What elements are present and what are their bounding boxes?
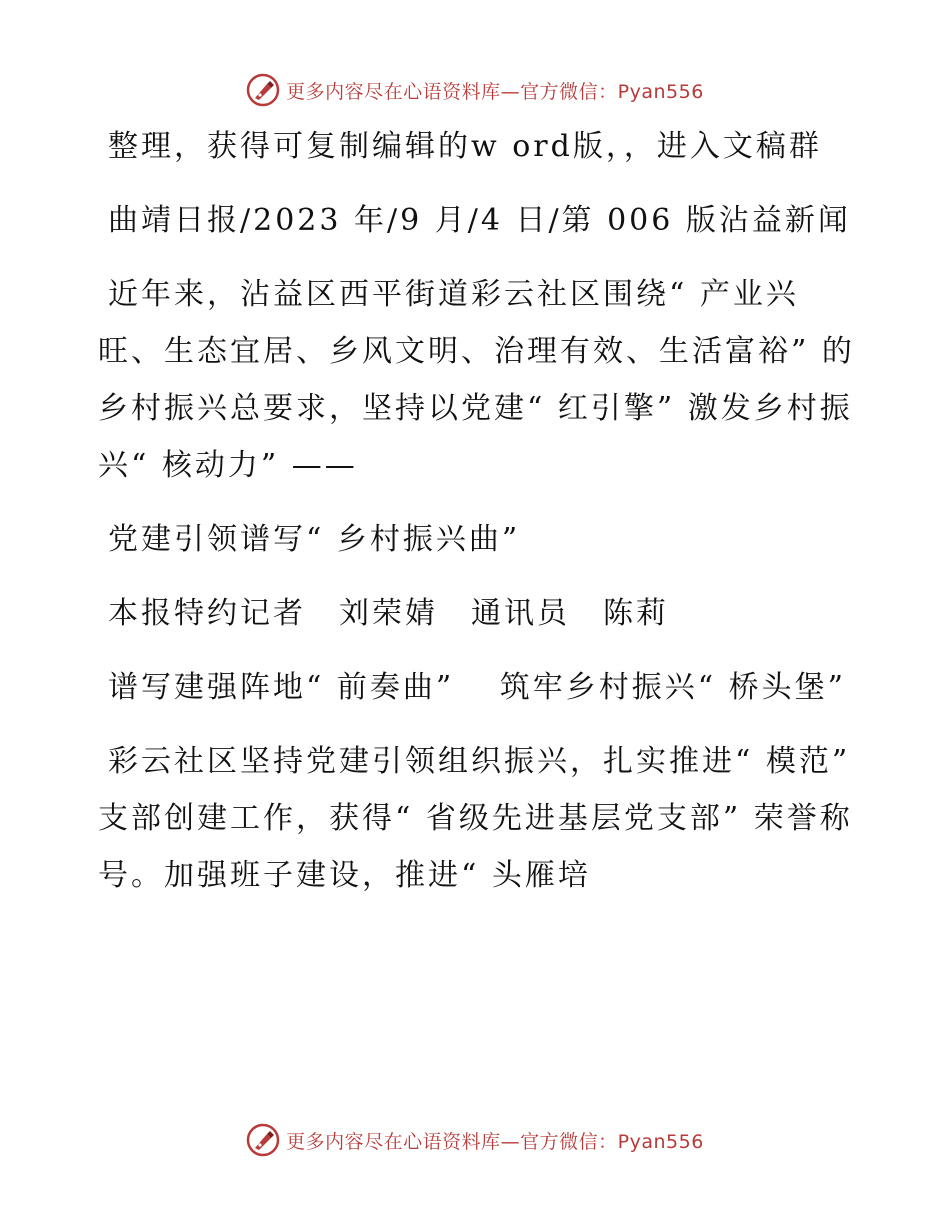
document-body [98,118,858,921]
pen-nib-logo-icon [246,1123,280,1157]
article-headline: 党建引领谱写“ 乡村振兴曲” [108,522,521,557]
paragraph-source-line: 曲靖日报/2023 年/9 月/4 日/第 006 版沾益新闻 [108,203,851,238]
footer-watermark-banner [0,1120,950,1160]
paragraph-intro-note: 整理，获得可复制编辑的w ord版，，进入文稿群 [108,129,822,164]
section-subheading: 谱写建强阵地“ 前奏曲” 筑牢乡村振兴“ 桥头堡” [108,670,846,705]
article-byline: 本报特约记者 刘荣婧 通讯员 陈莉 [108,596,669,631]
header-watermark-banner [0,70,950,110]
watermark-text: 更多内容尽在心语资料库—官方微信：Pyan556 [286,80,704,103]
paragraph-body: 彩云社区坚持党建引领组织振兴，扎实推进“ 模范” 支部创建工作，获得“ 省级先进基层党支部” 荣誉称号。加强班子建设，推进“ 头雁培 [98,744,853,893]
pen-nib-logo-icon [246,73,280,107]
watermark-text: 更多内容尽在心语资料库—官方微信：Pyan556 [286,1130,704,1153]
paragraph-lead: 近年来，沾益区西平街道彩云社区围绕“ 产业兴旺、生态宜居、乡风文明、治理有效、生活富裕” 的乡村振兴总要求，坚持以党建“ 红引擎” 激发乡村振兴“ 核动力” —— [98,277,855,483]
